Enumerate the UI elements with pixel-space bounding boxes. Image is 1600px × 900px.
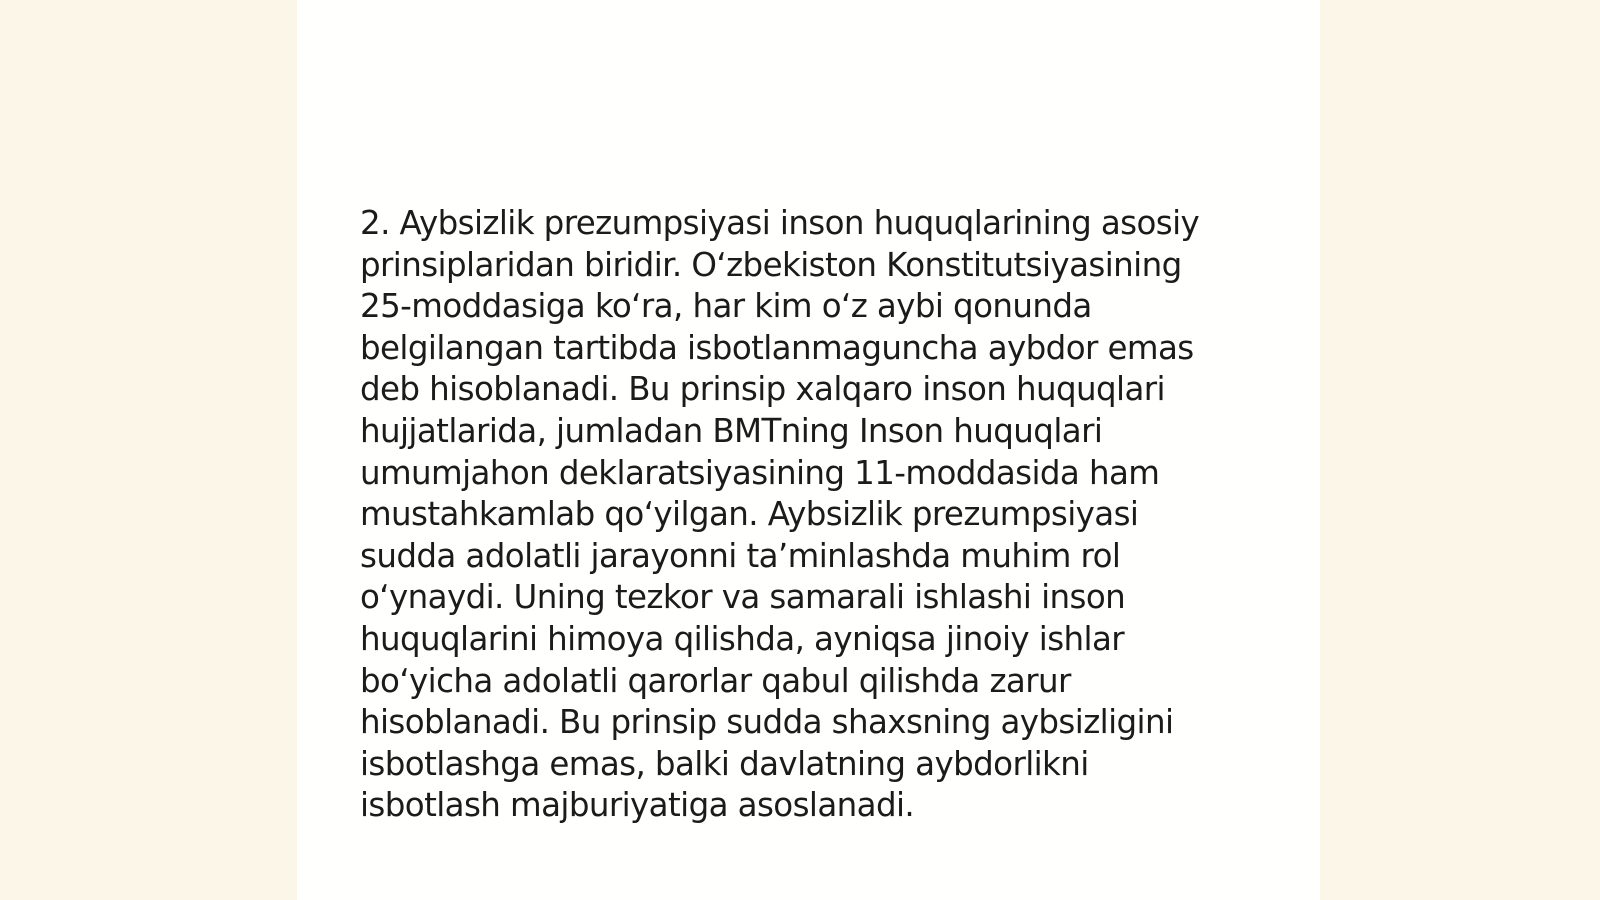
- paragraph-line-2: prinsiplaridan biridir. O‘zbekiston Konstitutsiyasining: [360, 245, 1182, 284]
- paragraph-line-5: deb hisoblanadi. Bu prinsip xalqaro inson huquqlari: [360, 370, 1165, 409]
- document-page: [297, 0, 1320, 900]
- paragraph-line-7: umumjahon deklaratsiyasining 11-moddasida ham: [360, 453, 1160, 492]
- paragraph-line-9: sudda adolatli jarayonni ta’minlashda muhim rol: [360, 536, 1121, 575]
- paragraph-line-1: 2. Aybsizlik prezumpsiyasi inson huquqlarining asosiy: [360, 204, 1200, 242]
- paragraph-line-15: isbotlash majburiyatiga asoslanadi.: [360, 786, 915, 825]
- paragraph-line-4: belgilangan tartibda isbotlanmaguncha aybdor emas: [360, 328, 1194, 367]
- paragraph-line-8: mustahkamlab qo‘yilgan. Aybsizlik prezumpsiyasi: [360, 495, 1139, 534]
- paragraph-line-14: isbotlashga emas, balki davlatning aybdorlikni: [360, 744, 1089, 783]
- paragraph-line-11: huquqlarini himoya qilishda, ayniqsa jinoiy ishlar: [360, 619, 1125, 658]
- paragraph-line-12: bo‘yicha adolatli qarorlar qabul qilishda zarur: [360, 661, 1071, 700]
- paragraph-line-6: hujjatlarida, jumladan BMTning Inson huquqlari: [360, 411, 1103, 450]
- document-paragraph: [360, 203, 1260, 827]
- paragraph-line-10: o‘ynaydi. Uning tezkor va samarali ishlashi inson: [360, 578, 1126, 617]
- paragraph-line-3: 25-moddasiga ko‘ra, har kim o‘z aybi qonunda: [360, 287, 1092, 326]
- paragraph-line-13: hisoblanadi. Bu prinsip sudda shaxsning aybsizligini: [360, 703, 1174, 742]
